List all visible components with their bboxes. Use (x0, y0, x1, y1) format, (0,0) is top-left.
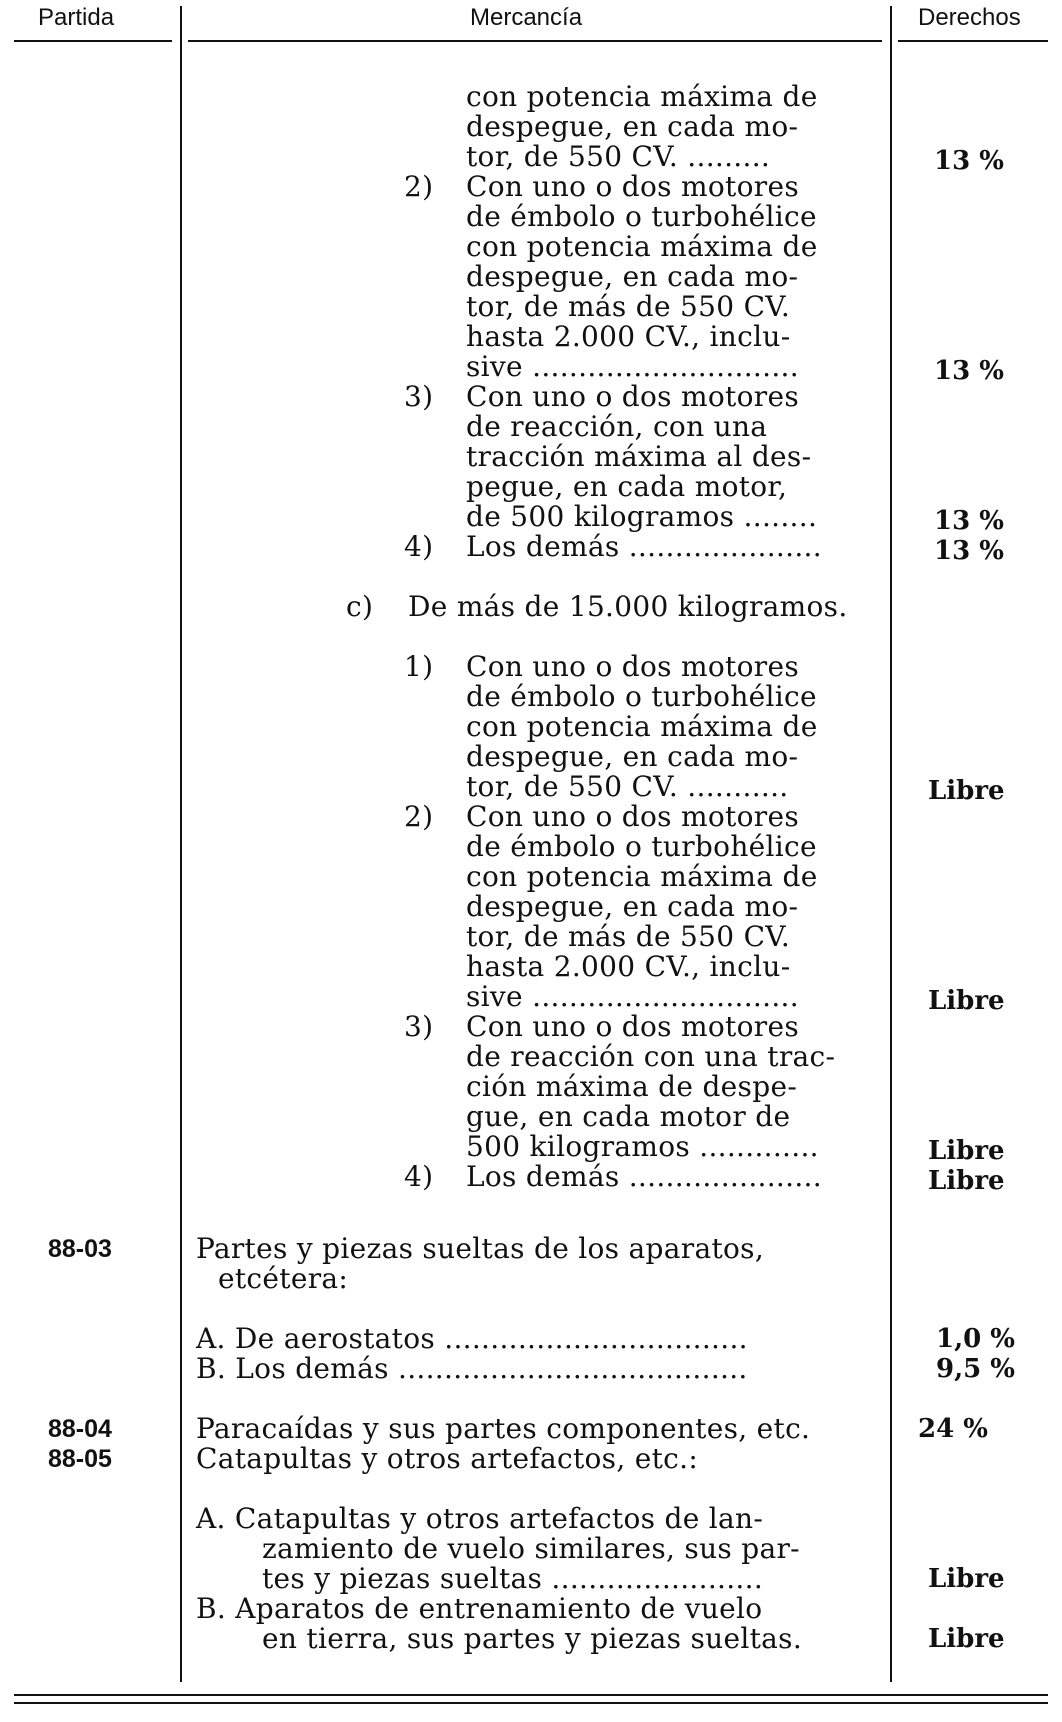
header-rule-mercancia (188, 40, 882, 42)
text-line: tor, de 550 CV. ......... (466, 140, 771, 173)
column-divider-left (180, 6, 182, 1682)
duty-rate: Libre (928, 1624, 1005, 1654)
duty-rate: 1,0 % (936, 1324, 1015, 1354)
duty-rate: Libre (928, 1564, 1005, 1594)
text-line: tes y piezas sueltas ....................... (262, 1562, 764, 1595)
footer-rule-bottom (14, 1702, 1048, 1704)
item-number: 2) (404, 170, 434, 203)
text-line: despegue, en cada mo- (466, 890, 799, 923)
header-rule-derechos (898, 40, 1048, 42)
text-line: tor, de más de 550 CV. (466, 920, 791, 953)
duty-rate: 9,5 % (936, 1354, 1015, 1384)
item-number: 4) (404, 530, 434, 563)
column-divider-right (890, 6, 892, 1682)
text-line: hasta 2.000 CV., inclu- (466, 950, 791, 983)
footer-rule-top (14, 1694, 1048, 1696)
duty-rate: Libre (928, 776, 1005, 806)
text-line: con potencia máxima de (466, 80, 818, 113)
header-partida: Partida (38, 4, 115, 31)
text-line: en tierra, sus partes y piezas sueltas. (262, 1622, 803, 1655)
duty-rate: 24 % (918, 1414, 988, 1444)
text-line: Los demás ..................... (466, 1160, 822, 1193)
duty-rate: 13 % (934, 146, 1004, 176)
header-mercancia: Mercancía (470, 4, 583, 31)
text-line: Con uno o dos motores (466, 650, 799, 683)
text-line: con potencia máxima de (466, 860, 818, 893)
duty-rate: Libre (928, 1166, 1005, 1196)
text-line: tracción máxima al des- (466, 440, 812, 473)
text-line: tor, de 550 CV. ........... (466, 770, 789, 803)
text-line: ción máxima de despe- (466, 1070, 798, 1103)
text-line: con potencia máxima de (466, 230, 818, 263)
text-line: B. Los demás ...................................... (196, 1352, 748, 1385)
text-line: gue, en cada motor de (466, 1100, 791, 1133)
text-line: sive ............................. (466, 350, 799, 383)
text-line: A. De aerostatos ................................. (196, 1322, 748, 1355)
text-line: despegue, en cada mo- (466, 740, 799, 773)
partida-code: 88-03 (48, 1235, 112, 1263)
text-line: Con uno o dos motores (466, 380, 799, 413)
text-line: de émbolo o turbohélice (466, 830, 817, 863)
text-line: de reacción con una trac- (466, 1040, 836, 1073)
text-line: de reacción, con una (466, 410, 768, 443)
text-line: Con uno o dos motores (466, 170, 799, 203)
text-line: pegue, en cada motor, (466, 470, 788, 503)
duty-rate: 13 % (934, 506, 1004, 536)
header-rule-partida (14, 40, 172, 42)
text-line: Con uno o dos motores (466, 1010, 799, 1043)
text-line: A. Catapultas y otros artefactos de lan- (196, 1502, 764, 1535)
text-line: Paracaídas y sus partes componentes, etc. (196, 1412, 811, 1445)
item-number: 1) (404, 650, 434, 683)
text-line: Catapultas y otros artefactos, etc.: (196, 1442, 699, 1475)
text-line: B. Aparatos de entrenamiento de vuelo (196, 1592, 763, 1625)
duty-rate: 13 % (934, 356, 1004, 386)
duty-rate: Libre (928, 986, 1005, 1016)
text-line: De más de 15.000 kilogramos. (408, 590, 848, 623)
duty-rate: Libre (928, 1136, 1005, 1166)
text-line: Con uno o dos motores (466, 800, 799, 833)
text-line: de émbolo o turbohélice (466, 680, 817, 713)
text-line: de émbolo o turbohélice (466, 200, 817, 233)
text-line: despegue, en cada mo- (466, 260, 799, 293)
item-number: 3) (404, 1010, 434, 1043)
text-line: zamiento de vuelo similares, sus par- (262, 1532, 800, 1565)
text-line: con potencia máxima de (466, 710, 818, 743)
item-number: 2) (404, 800, 434, 833)
item-letter: c) (346, 590, 374, 623)
text-line: despegue, en cada mo- (466, 110, 799, 143)
text-line: de 500 kilogramos ........ (466, 500, 818, 533)
partida-code: 88-05 (48, 1445, 112, 1473)
text-line: Partes y piezas sueltas de los aparatos, (196, 1232, 765, 1265)
text-line: hasta 2.000 CV., inclu- (466, 320, 791, 353)
header-derechos: Derechos (918, 4, 1021, 31)
text-line: tor, de más de 550 CV. (466, 290, 791, 323)
duty-rate: 13 % (934, 536, 1004, 566)
partida-code: 88-04 (48, 1415, 112, 1443)
text-line: 500 kilogramos ............. (466, 1130, 819, 1163)
text-line: etcétera: (218, 1262, 349, 1295)
text-line: Los demás ..................... (466, 530, 822, 563)
item-number: 4) (404, 1160, 434, 1193)
item-number: 3) (404, 380, 434, 413)
text-line: sive ............................. (466, 980, 799, 1013)
